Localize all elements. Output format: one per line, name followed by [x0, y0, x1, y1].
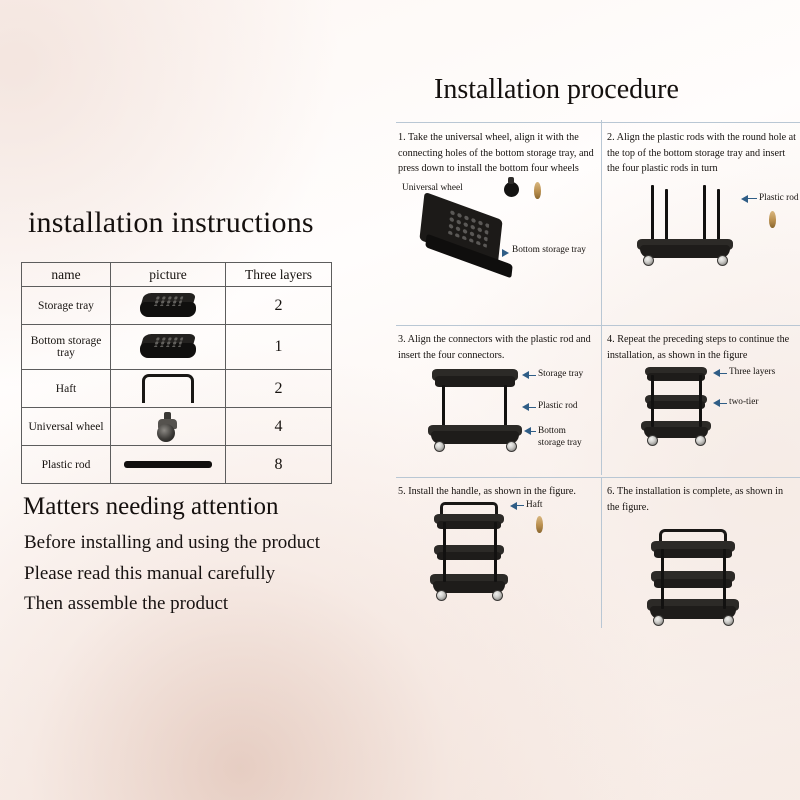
caster-wheel	[643, 255, 654, 266]
divider-vertical-bottom	[601, 478, 602, 628]
plastic-rod-peg	[769, 211, 776, 228]
part-picture-bottom-storage-tray	[111, 325, 226, 370]
part-picture-plastic-rod	[111, 446, 226, 484]
part-qty: 2	[226, 287, 332, 325]
attention-title: Matters needing attention	[23, 493, 279, 520]
column-header-picture: picture	[111, 263, 226, 287]
storage-tray-body	[647, 373, 705, 381]
bottom-storage-tray-body	[640, 245, 730, 258]
part-qty: 2	[226, 370, 332, 408]
table-row	[22, 287, 332, 325]
plastic-rod-icon	[124, 461, 212, 468]
part-picture-universal-wheel	[111, 408, 226, 446]
caster-wheel	[723, 615, 734, 626]
storage-tray-body	[435, 376, 515, 387]
caster-wheel	[647, 435, 658, 446]
table-row	[22, 370, 332, 408]
universal-wheel-drawing	[504, 182, 519, 197]
storage-tray-body	[647, 401, 705, 409]
part-name: Bottom storage tray	[22, 325, 111, 370]
attention-line-1: Before installing and using the product	[24, 532, 321, 553]
caster-wheel	[506, 441, 517, 452]
storage-tray-body	[654, 549, 732, 558]
storage-tray-icon	[140, 293, 196, 319]
label-universal-wheel: Universal wheel	[402, 182, 463, 193]
plastic-rod-peg	[536, 516, 543, 533]
arrow-line-haft	[516, 505, 524, 506]
step-6-text: 6. The installation is complete, as shown in the figure.	[607, 486, 784, 513]
attention-line-2: Please read this manual carefully	[24, 563, 276, 584]
step-2	[607, 130, 797, 320]
part-qty: 4	[226, 408, 332, 446]
part-picture-storage-tray	[111, 287, 226, 325]
storage-tray-body	[654, 579, 732, 588]
label-two-tier: two-tier	[729, 397, 759, 407]
bottom-storage-tray-drawing	[422, 205, 532, 265]
part-qty: 8	[226, 446, 332, 484]
step-1-figure	[398, 177, 595, 287]
plastic-rod-peg	[534, 182, 541, 199]
plastic-rod-drawing	[651, 185, 654, 247]
storage-tray-body	[437, 521, 501, 529]
universal-wheel-stem	[508, 177, 514, 184]
page-title: installation instructions	[28, 206, 314, 239]
parts-table	[21, 262, 332, 484]
caster-wheel	[653, 615, 664, 626]
step-6	[607, 484, 797, 626]
arrow-line-three-layers	[719, 373, 727, 374]
step-2-text: 2. Align the plastic rods with the round hole at the top of the bottom storage tray and insert the four plastic rods in turn	[607, 132, 797, 174]
arrow-line-storage-tray	[528, 375, 536, 376]
plastic-rod-drawing	[699, 375, 702, 427]
divider-horizontal-2	[396, 325, 800, 326]
bottom-storage-tray-icon	[140, 334, 196, 360]
storage-tray-body	[437, 552, 501, 560]
bottom-storage-tray-body	[431, 431, 519, 444]
part-name: Storage tray	[22, 287, 111, 325]
step-5-text: 5. Install the handle, as shown in the figure.	[398, 486, 576, 497]
part-name: Universal wheel	[22, 408, 111, 446]
caster-wheel	[436, 590, 447, 601]
part-name: Plastic rod	[22, 446, 111, 484]
left-column	[0, 0, 390, 800]
table-row	[22, 408, 332, 446]
procedure-title: Installation procedure	[434, 74, 679, 105]
universal-wheel-icon	[155, 412, 181, 442]
plastic-rod-drawing	[723, 549, 726, 609]
step-4-text: 4. Repeat the preceding steps to continue the installation, as shown in the figure	[607, 334, 790, 361]
haft-drawing	[440, 502, 498, 514]
plastic-rod-drawing	[661, 549, 664, 609]
step-1	[398, 130, 595, 320]
step-3	[398, 332, 595, 474]
divider-horizontal-3	[396, 477, 800, 478]
step-5-figure	[398, 500, 595, 605]
divider-vertical-mid	[601, 325, 602, 475]
plastic-rod-drawing	[717, 189, 720, 247]
arrow-line-bottom-storage-tray	[530, 431, 536, 432]
caster-wheel	[695, 435, 706, 446]
step-1-text: 1. Take the universal wheel, align it with the connecting holes of the bottom storage tray, and press down to install the bottom four wheels	[398, 132, 594, 174]
table-row	[22, 446, 332, 484]
arrow-line-plastic-rod	[747, 198, 757, 199]
step-3-figure	[398, 363, 595, 463]
step-4	[607, 332, 797, 474]
step-5	[398, 484, 595, 626]
step-2-figure	[607, 177, 797, 272]
label-haft: Haft	[526, 499, 543, 510]
table-row	[22, 325, 332, 370]
part-qty: 1	[226, 325, 332, 370]
haft-icon	[142, 374, 194, 403]
label-plastic-rod: Plastic rod	[759, 192, 799, 203]
label-bottom-storage-tray: Bottom storage tray	[512, 244, 586, 255]
caster-wheel	[434, 441, 445, 452]
arrow-bottom-storage-tray	[502, 249, 509, 257]
step-3-text: 3. Align the connectors with the plastic rod and insert the four connectors.	[398, 334, 591, 361]
label-plastic-rod: Plastic rod	[538, 401, 578, 411]
plastic-rod-drawing	[703, 185, 706, 247]
plastic-rod-drawing	[665, 189, 668, 247]
arrow-line-plastic-rod	[528, 407, 536, 408]
plastic-rod-drawing	[494, 522, 497, 582]
right-column	[392, 0, 800, 800]
plastic-rod-drawing	[443, 522, 446, 582]
label-three-layers: Three layers	[729, 367, 776, 377]
step-4-figure	[607, 363, 797, 453]
arrow-line-two-tier	[719, 403, 727, 404]
step-6-figure	[607, 515, 797, 620]
caster-wheel	[717, 255, 728, 266]
column-header-three-layers: Three layers	[226, 263, 332, 287]
label-storage-tray: Storage tray	[538, 369, 584, 379]
plastic-rod-drawing	[651, 375, 654, 427]
attention-line-3: Then assemble the product	[24, 593, 229, 614]
divider-vertical-top	[601, 120, 602, 325]
column-header-name: name	[22, 263, 111, 287]
part-name: Haft	[22, 370, 111, 408]
part-picture-haft	[111, 370, 226, 408]
divider-horizontal-1	[396, 122, 800, 123]
table-header-row	[22, 263, 332, 287]
caster-wheel	[492, 590, 503, 601]
label-bottom-storage-tray: Bottom storage tray	[538, 426, 582, 448]
